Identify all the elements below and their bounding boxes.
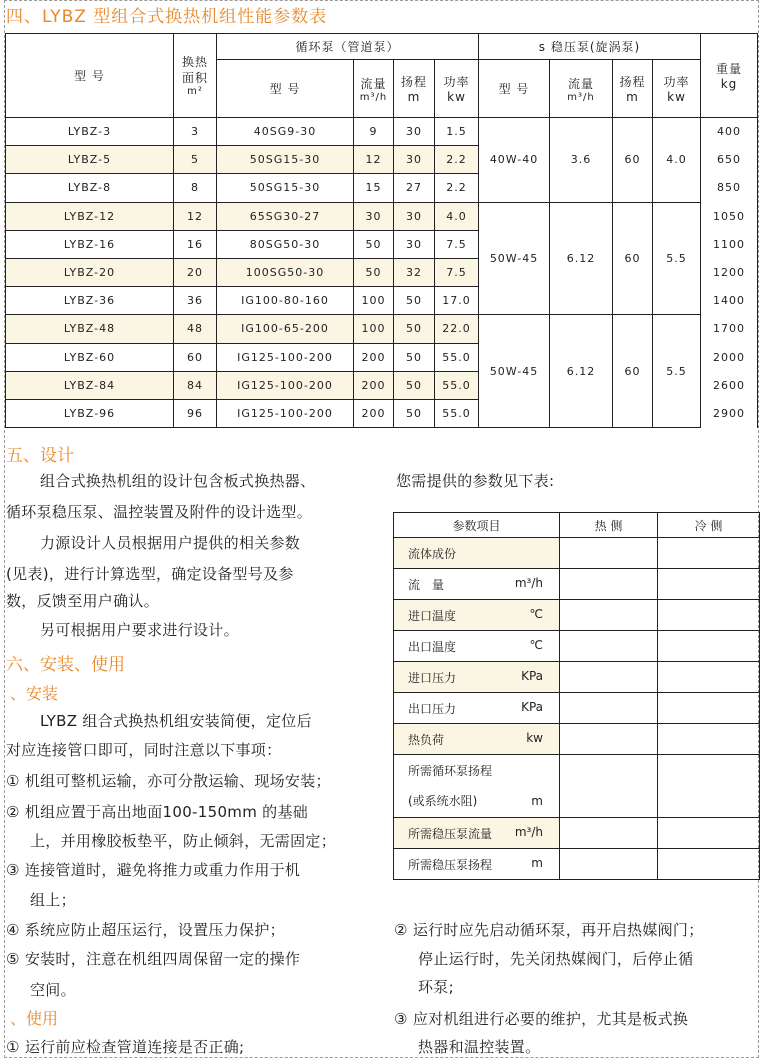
cell-power: 2.2 bbox=[435, 146, 479, 174]
param-hot-cell bbox=[560, 662, 658, 693]
cell-weight: 1050 bbox=[701, 202, 758, 230]
param-unit: ℃ bbox=[529, 606, 543, 621]
performance-table bbox=[5, 33, 758, 428]
col-stab-flow bbox=[550, 60, 613, 118]
param-hot-cell bbox=[560, 818, 658, 849]
cell-stab-flow: 6.12 bbox=[550, 202, 613, 315]
col-weight bbox=[701, 34, 758, 118]
param-label-sub: (或系统水阻) bbox=[408, 794, 478, 808]
param-head-cell: 冷 侧 bbox=[658, 513, 760, 538]
param-label-cell bbox=[394, 818, 560, 849]
cell-head: 30 bbox=[394, 230, 435, 258]
col-area-unit: m² bbox=[187, 86, 203, 97]
param-label-wrap bbox=[408, 669, 559, 686]
param-label-wrap bbox=[408, 856, 559, 873]
cell-weight: 2600 bbox=[701, 371, 758, 399]
param-hot-cell bbox=[560, 538, 658, 569]
cell-weight: 2000 bbox=[701, 343, 758, 371]
use-item-3a: ③ 应对机组进行必要的维护，尤其是板式换 bbox=[394, 1010, 689, 1028]
cell-area: 48 bbox=[174, 315, 217, 343]
cell-model: LYBZ-16 bbox=[6, 230, 174, 258]
design-para-1b: 循环泵稳压泵、温控装置及附件的设计选型。 bbox=[6, 503, 313, 521]
cell-model: LYBZ-48 bbox=[6, 315, 174, 343]
cell-model: LYBZ-5 bbox=[6, 146, 174, 174]
col-head bbox=[394, 60, 435, 118]
cell-area: 8 bbox=[174, 174, 217, 202]
col-power-unit: kw bbox=[447, 90, 466, 104]
param-label-wrap bbox=[408, 731, 559, 748]
cell-flow: 200 bbox=[354, 371, 394, 399]
install-subtitle: 、安装 bbox=[10, 684, 59, 703]
cell-power: 2.2 bbox=[435, 174, 479, 202]
param-label-cell bbox=[394, 662, 560, 693]
param-label: 所需稳压泵扬程 bbox=[408, 857, 493, 872]
cell-head: 50 bbox=[394, 371, 435, 399]
param-label-wrap bbox=[408, 576, 559, 593]
param-cold-cell bbox=[658, 662, 760, 693]
install-item-5a: ⑤ 安装时，注意在机组四周保留一定的操作 bbox=[6, 950, 301, 968]
param-unit: kw bbox=[526, 730, 543, 745]
cell-flow: 200 bbox=[354, 343, 394, 371]
cell-power: 55.0 bbox=[435, 399, 479, 427]
param-hot-cell bbox=[560, 600, 658, 631]
cell-stab-power: 4.0 bbox=[653, 118, 701, 203]
col-area bbox=[174, 34, 217, 118]
table-row bbox=[6, 202, 758, 230]
param-row bbox=[394, 538, 760, 569]
cell-stab-head: 60 bbox=[613, 118, 653, 203]
install-line-1: LYBZ 组合式换热机组安装简便，定位后 bbox=[40, 712, 312, 730]
cell-stab-model: 50W-45 bbox=[479, 202, 550, 315]
design-para-3: 另可根据用户要求进行设计。 bbox=[40, 621, 239, 639]
param-label: 所需稳压泵流量 bbox=[408, 826, 493, 841]
cell-pump-model: 65SG30-27 bbox=[217, 202, 354, 230]
cell-power: 17.0 bbox=[435, 287, 479, 315]
col-stab-power bbox=[653, 60, 701, 118]
cell-area: 60 bbox=[174, 343, 217, 371]
cell-model: LYBZ-60 bbox=[6, 343, 174, 371]
cell-power: 7.5 bbox=[435, 230, 479, 258]
param-hot-cell bbox=[560, 849, 658, 880]
param-row bbox=[394, 849, 760, 880]
design-para-1a: 组合式换热机组的设计包含板式换热器、 bbox=[40, 472, 316, 490]
param-label: 进口温度 bbox=[408, 608, 457, 623]
param-label: 流体成份 bbox=[408, 546, 457, 561]
param-cold-cell bbox=[658, 631, 760, 662]
param-label-cell bbox=[394, 693, 560, 724]
cell-model: LYBZ-96 bbox=[6, 399, 174, 427]
col-head-label: 扬程 bbox=[400, 75, 427, 89]
cell-flow: 30 bbox=[354, 202, 394, 230]
col-circ-pump: 循环泵（管道泵） bbox=[217, 34, 479, 60]
param-label-wrap bbox=[408, 825, 559, 842]
col-weight-label: 重量 bbox=[716, 62, 743, 76]
param-label-wrap bbox=[408, 607, 559, 624]
param-row bbox=[394, 662, 760, 693]
cell-stab-model: 40W-40 bbox=[479, 118, 550, 203]
param-cold-cell bbox=[658, 755, 760, 818]
use-item-2b: 停止运行时，先关闭热媒阀门，后停止循 bbox=[418, 950, 694, 968]
parameter-table bbox=[393, 512, 760, 880]
use-item-2a: ② 运行时应先启动循环泵，再开启热媒阀门； bbox=[394, 921, 704, 939]
section-5-title: 五、设计 bbox=[6, 446, 74, 466]
col-stab-flow-unit: m³/h bbox=[567, 91, 595, 103]
cell-flow: 200 bbox=[354, 399, 394, 427]
cell-power: 7.5 bbox=[435, 258, 479, 286]
param-label-cell bbox=[394, 849, 560, 880]
install-item-2b: 上，并用橡胶板垫平，防止倾斜，无需固定； bbox=[30, 832, 337, 850]
install-item-3b: 组上； bbox=[30, 891, 76, 909]
cell-area: 12 bbox=[174, 202, 217, 230]
param-label: 出口压力 bbox=[408, 701, 457, 716]
col-stab-head-unit: m bbox=[626, 90, 639, 104]
design-para-2b: (见表)，进行计算选型，确定设备型号及参 bbox=[6, 565, 294, 583]
cell-pump-model: 40SG9-30 bbox=[217, 118, 354, 146]
cell-model: LYBZ-12 bbox=[6, 202, 174, 230]
param-row bbox=[394, 755, 760, 818]
param-unit: m³/h bbox=[514, 575, 543, 590]
install-line-2: 对应连接管口即可，同时注意以下事项： bbox=[6, 741, 282, 759]
col-stab-flow-label: 流量 bbox=[568, 76, 595, 91]
col-head-unit: m bbox=[407, 90, 421, 104]
install-item-3a: ③ 连接管道时，避免将推力或重力作用于机 bbox=[6, 861, 301, 879]
param-hot-cell bbox=[560, 724, 658, 755]
cell-flow: 9 bbox=[354, 118, 394, 146]
cell-area: 20 bbox=[174, 258, 217, 286]
param-cold-cell bbox=[658, 693, 760, 724]
col-flow-label: 流量 bbox=[360, 76, 387, 91]
cell-flow: 100 bbox=[354, 315, 394, 343]
param-label: 出口温度 bbox=[408, 639, 457, 654]
param-unit: ℃ bbox=[529, 637, 543, 652]
cell-model: LYBZ-20 bbox=[6, 258, 174, 286]
col-stab-head-label: 扬程 bbox=[619, 75, 646, 89]
cell-head: 50 bbox=[394, 315, 435, 343]
cell-weight: 400 bbox=[701, 118, 758, 146]
cell-stab-head: 60 bbox=[613, 202, 653, 315]
param-label: 流 量 bbox=[408, 577, 445, 592]
param-cold-cell bbox=[658, 849, 760, 880]
cell-pump-model: 50SG15-30 bbox=[217, 174, 354, 202]
cell-model: LYBZ-8 bbox=[6, 174, 174, 202]
param-row bbox=[394, 569, 760, 600]
cell-stab-model: 50W-45 bbox=[479, 315, 550, 428]
col-power-label: 功率 bbox=[443, 75, 470, 89]
install-item-5b: 空间。 bbox=[30, 981, 76, 999]
param-intro: 您需提供的参数见下表: bbox=[396, 472, 555, 490]
cell-pump-model: IG100-65-200 bbox=[217, 315, 354, 343]
param-label-cell bbox=[394, 724, 560, 755]
section-4-title: 四、LYBZ 型组合式换热机组性能参数表 bbox=[6, 7, 328, 27]
use-item-2c: 环泵; bbox=[418, 978, 454, 996]
cell-flow: 100 bbox=[354, 287, 394, 315]
cell-pump-model: IG125-100-200 bbox=[217, 343, 354, 371]
cell-flow: 15 bbox=[354, 174, 394, 202]
param-label-wrap bbox=[408, 700, 559, 717]
cell-weight: 850 bbox=[701, 174, 758, 202]
param-cold-cell bbox=[658, 600, 760, 631]
cell-head: 27 bbox=[394, 174, 435, 202]
param-cold-cell bbox=[658, 538, 760, 569]
section-6-title: 六、安装、使用 bbox=[6, 655, 125, 675]
cell-power: 55.0 bbox=[435, 343, 479, 371]
cell-stab-head: 60 bbox=[613, 315, 653, 428]
param-row bbox=[394, 693, 760, 724]
cell-area: 36 bbox=[174, 287, 217, 315]
use-item-1: ① 运行前应检查管道连接是否正确; bbox=[6, 1038, 245, 1056]
param-unit: m³/h bbox=[514, 824, 543, 839]
cell-model: LYBZ-3 bbox=[6, 118, 174, 146]
use-item-3b: 热器和温控装置。 bbox=[418, 1038, 541, 1056]
param-label-wrap bbox=[408, 545, 559, 562]
col-stab-model: 型 号 bbox=[479, 60, 550, 118]
param-row bbox=[394, 600, 760, 631]
cell-stab-power: 5.5 bbox=[653, 202, 701, 315]
col-area-label: 换热面积 bbox=[181, 55, 208, 85]
param-label-wrap bbox=[408, 638, 559, 655]
param-row bbox=[394, 631, 760, 662]
cell-weight: 650 bbox=[701, 146, 758, 174]
param-hot-cell bbox=[560, 693, 658, 724]
cell-area: 84 bbox=[174, 371, 217, 399]
col-circ-model: 型 号 bbox=[217, 60, 354, 118]
cell-flow: 50 bbox=[354, 258, 394, 286]
cell-head: 30 bbox=[394, 202, 435, 230]
col-power bbox=[435, 60, 479, 118]
cell-area: 3 bbox=[174, 118, 217, 146]
param-label-cell bbox=[394, 755, 560, 818]
cell-head: 30 bbox=[394, 118, 435, 146]
design-para-2c: 数，反馈至用户确认。 bbox=[6, 592, 160, 610]
param-unit: m bbox=[531, 855, 543, 870]
cell-model: LYBZ-84 bbox=[6, 371, 174, 399]
col-stab-pump: s 稳压泵(旋涡泵) bbox=[479, 34, 701, 60]
param-header-row bbox=[394, 513, 760, 538]
param-hot-cell bbox=[560, 755, 658, 818]
col-weight-unit: kg bbox=[720, 77, 738, 91]
param-head-cell: 参数项目 bbox=[394, 513, 560, 538]
table-row bbox=[6, 315, 758, 343]
col-flow-unit: m³/h bbox=[359, 91, 388, 103]
cell-flow: 50 bbox=[354, 230, 394, 258]
param-hot-cell bbox=[560, 631, 658, 662]
cell-stab-power: 5.5 bbox=[653, 315, 701, 428]
param-cold-cell bbox=[658, 818, 760, 849]
param-label-line2 bbox=[408, 786, 559, 816]
param-cold-cell bbox=[658, 724, 760, 755]
cell-flow: 12 bbox=[354, 146, 394, 174]
param-head-cell: 热 侧 bbox=[560, 513, 658, 538]
cell-stab-flow: 3.6 bbox=[550, 118, 613, 203]
param-label-cell bbox=[394, 569, 560, 600]
col-flow bbox=[354, 60, 394, 118]
design-para-2a: 力源设计人员根据用户提供的相关参数 bbox=[40, 534, 301, 552]
cell-weight: 1700 bbox=[701, 315, 758, 343]
cell-power: 22.0 bbox=[435, 315, 479, 343]
param-row bbox=[394, 818, 760, 849]
param-label: 进口压力 bbox=[408, 670, 457, 685]
cell-stab-flow: 6.12 bbox=[550, 315, 613, 428]
cell-pump-model: IG100-80-160 bbox=[217, 287, 354, 315]
param-hot-cell bbox=[560, 569, 658, 600]
col-stab-power-label: 功率 bbox=[663, 75, 690, 89]
col-stab-power-unit: kw bbox=[667, 90, 686, 104]
cell-area: 5 bbox=[174, 146, 217, 174]
install-item-2a: ② 机组应置于高出地面100-150mm 的基础 bbox=[6, 803, 309, 821]
cell-area: 16 bbox=[174, 230, 217, 258]
col-model: 型 号 bbox=[6, 34, 174, 118]
cell-model: LYBZ-36 bbox=[6, 287, 174, 315]
cell-pump-model: IG125-100-200 bbox=[217, 371, 354, 399]
cell-head: 30 bbox=[394, 146, 435, 174]
install-item-1: ① 机组可整机运输，亦可分散运输、现场安装； bbox=[6, 772, 331, 790]
cell-pump-model: 50SG15-30 bbox=[217, 146, 354, 174]
install-item-4: ④ 系统应防止超压运行，设置压力保护； bbox=[6, 921, 285, 939]
cell-head: 32 bbox=[394, 258, 435, 286]
cell-head: 50 bbox=[394, 343, 435, 371]
cell-head: 50 bbox=[394, 287, 435, 315]
cell-pump-model: 100SG50-30 bbox=[217, 258, 354, 286]
param-unit: m bbox=[531, 794, 543, 808]
param-label: 所需循环泵扬程 bbox=[408, 764, 493, 778]
col-stab-head bbox=[613, 60, 653, 118]
cell-power: 1.5 bbox=[435, 118, 479, 146]
table-row bbox=[6, 118, 758, 146]
param-label-cell bbox=[394, 600, 560, 631]
parameter-table-body bbox=[394, 513, 760, 880]
param-label-cell bbox=[394, 538, 560, 569]
param-label-cell bbox=[394, 631, 560, 662]
cell-head: 50 bbox=[394, 399, 435, 427]
param-label: 热负荷 bbox=[408, 732, 445, 747]
performance-table-body bbox=[6, 118, 758, 428]
cell-weight: 1200 bbox=[701, 258, 758, 286]
cell-weight: 1400 bbox=[701, 287, 758, 315]
param-unit: KPa bbox=[521, 668, 543, 683]
cell-area: 96 bbox=[174, 399, 217, 427]
cell-power: 4.0 bbox=[435, 202, 479, 230]
param-unit: KPa bbox=[521, 699, 543, 714]
cell-weight: 2900 bbox=[701, 399, 758, 427]
use-subtitle: 、使用 bbox=[10, 1009, 59, 1028]
cell-power: 55.0 bbox=[435, 371, 479, 399]
cell-pump-model: IG125-100-200 bbox=[217, 399, 354, 427]
param-cold-cell bbox=[658, 569, 760, 600]
cell-weight: 1100 bbox=[701, 230, 758, 258]
cell-pump-model: 80SG50-30 bbox=[217, 230, 354, 258]
param-row bbox=[394, 724, 760, 755]
